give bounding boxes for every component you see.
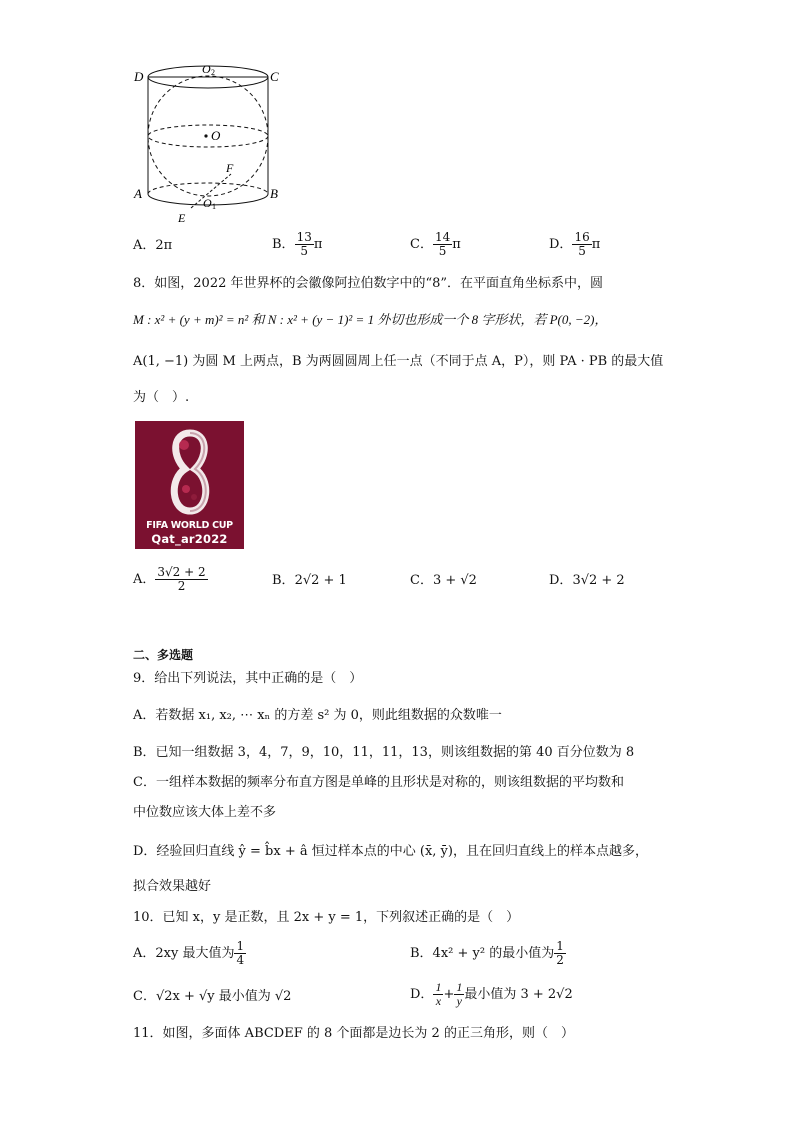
q8-line4: 为（ ）. bbox=[133, 390, 190, 405]
label-A: A bbox=[134, 186, 142, 201]
label-F: F bbox=[226, 161, 234, 175]
q9-option-a: A．若数据 x₁, x₂, ⋯ xₙ 的方差 s² 为 0，则此组数据的众数唯一 bbox=[133, 708, 502, 723]
label-O1: O bbox=[203, 196, 212, 210]
q10-option-c: C．√2x + √y 最小值为 √2 bbox=[133, 989, 292, 1004]
label-B: B bbox=[270, 186, 278, 201]
label-O2: O bbox=[202, 62, 211, 76]
q8-option-c: C．3 + √2 bbox=[410, 573, 477, 588]
q7-option-b: B． $\frac{13}{5}$ π bbox=[272, 230, 323, 258]
q9-stem: 9．给出下列说法，其中正确的是（ ） bbox=[133, 671, 363, 686]
q8-line3: A(1, −1) 为圆 M 上两点，B 为两圆圆周上任一点（不同于点 A，P），则 PA · PB 的最大值 bbox=[133, 354, 664, 369]
q10-stem: 10．已知 x，y 是正数，且 2x + y = 1，下列叙述正确的是（ ） bbox=[133, 910, 520, 925]
label-C: C bbox=[270, 69, 279, 84]
q10-option-b: B．4x² + y² 的最小值为 $\frac{1}{2}$ bbox=[410, 939, 564, 967]
q10-option-a: A．2xy 最大值为 $\frac{1}{4}$ bbox=[133, 939, 245, 967]
q9-option-b: B．已知一组数据 3，4，7，9，10，11，11，13，则该组数据的第 40 百分位数为 8 bbox=[133, 745, 635, 760]
q9-option-c-line1: C．一组样本数据的频率分布直方图是单峰的且形状是对称的，则该组数据的平均数和 bbox=[133, 775, 624, 790]
q8-option-d: D．3√2 + 2 bbox=[549, 573, 625, 588]
trophy-eight-icon bbox=[165, 427, 215, 517]
q8-option-b: B．2√2 + 1 bbox=[272, 573, 347, 588]
q8-line1: 8．如图，2022 年世界杯的会徽像阿拉伯数字中的“8”．在平面直角坐标系中，圆 bbox=[133, 276, 604, 291]
q8-line2: M : x² + (y + m)² = n² 和 N : x² + (y − 1)² = 1 外切也形成一个 8 字形状，若 P(0, −2)， bbox=[133, 312, 608, 327]
q8-option-a: A． $\frac{3√2 + 2}{2}$ bbox=[133, 565, 206, 593]
q11-stem: 11．如图，多面体 ABCDEF 的 8 个面都是边长为 2 的正三角形，则（ ） bbox=[133, 1026, 574, 1041]
fifa-world-cup-logo bbox=[135, 421, 244, 549]
label-O1-sub: 1 bbox=[212, 202, 216, 211]
q7-option-d: D． $\frac{16}{5}$ π bbox=[549, 230, 601, 258]
label-O2-sub: 2 bbox=[211, 68, 215, 77]
cylinder-sphere-figure bbox=[128, 60, 288, 230]
label-O: O bbox=[211, 128, 221, 143]
logo-text-qatar: Qat_ar2022 bbox=[151, 532, 228, 546]
logo-text-fifa: FIFA WORLD CUP bbox=[146, 520, 233, 531]
label-D: D bbox=[134, 69, 144, 84]
q9-option-d-line2: 拟合效果越好 bbox=[133, 879, 212, 894]
label-E: E bbox=[178, 211, 186, 225]
q7-option-a: A．2π bbox=[133, 238, 173, 253]
q9-option-c-line2: 中位数应该大体上差不多 bbox=[133, 805, 277, 820]
q9-option-d-line1: D．经验回归直线 ŷ = b̂x + â 恒过样本点的中心 (x̄, ȳ)，且在回归直线上的样本点越多， bbox=[133, 844, 648, 859]
section-title: 二、多选题 bbox=[133, 648, 194, 662]
q7-option-c: C． $\frac{14}{5}$ π bbox=[410, 230, 461, 258]
q10-option-d: D． $\frac{1}{x}$ + $\frac{1}{y}$ 最小值为 3 + 2√2 bbox=[410, 980, 573, 1008]
